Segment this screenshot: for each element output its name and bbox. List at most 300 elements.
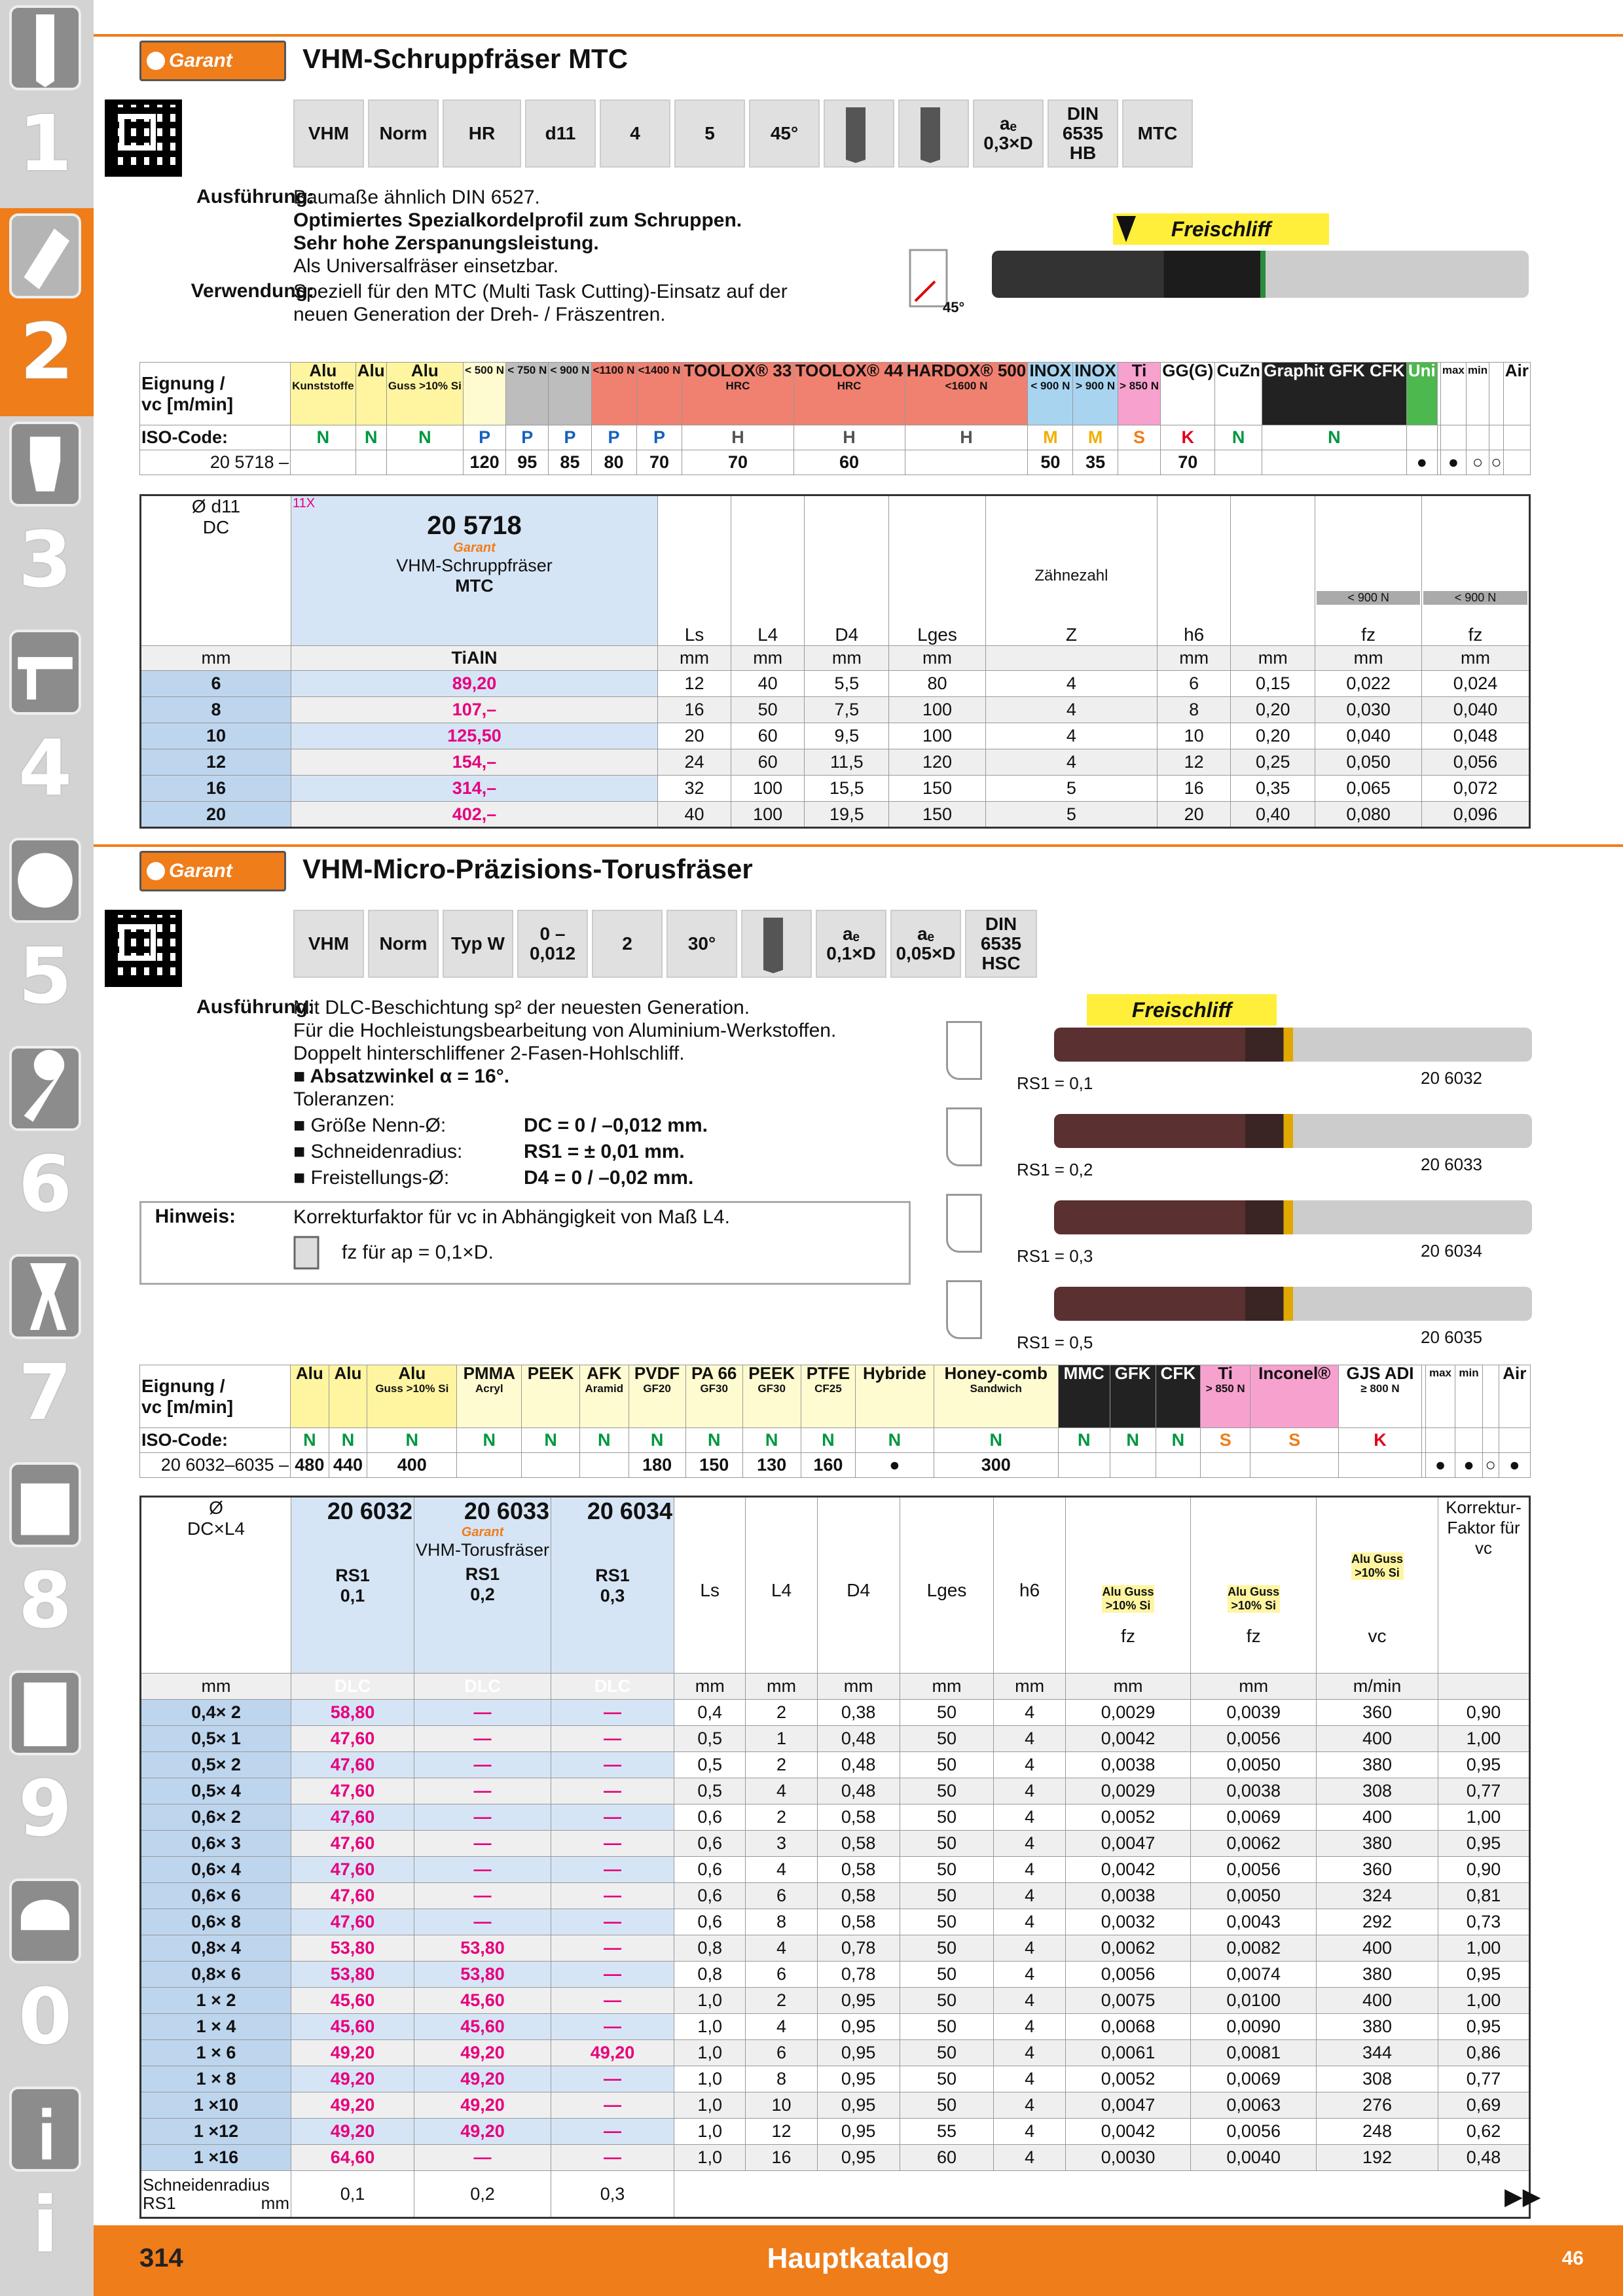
- value-cell: 100: [889, 723, 985, 749]
- price-cell: —: [414, 1857, 551, 1883]
- property-icon: [816, 910, 886, 978]
- iso-label: ISO-Code:: [140, 1428, 291, 1453]
- value-cell: 4: [994, 2040, 1065, 2066]
- material-sub: GF30: [700, 1382, 728, 1395]
- price-cell: 49,20: [414, 2092, 551, 2119]
- table-row[interactable]: [141, 1909, 1530, 1935]
- hinweis-label: Hinweis:: [155, 1206, 236, 1227]
- coating-label: DLC: [291, 1674, 414, 1700]
- property-icon: [1048, 99, 1118, 168]
- verwendung-label: Verwendung:: [191, 280, 314, 302]
- iso-code: [1482, 1428, 1499, 1453]
- radius-icon: [946, 1280, 982, 1339]
- value-cell: 1,0: [674, 2092, 746, 2119]
- article-number: 20 6034: [587, 1498, 673, 1524]
- value-cell: 0,0063: [1191, 2092, 1317, 2119]
- sidebar-chapter-8[interactable]: [5, 1457, 85, 1665]
- ausfuehrung-line: Baumaße ähnlich DIN 6527.: [293, 187, 540, 208]
- value-cell: 0,95: [1438, 1752, 1530, 1778]
- table-row[interactable]: [141, 1778, 1530, 1804]
- table-row[interactable]: [141, 2092, 1530, 2119]
- property-icon: [898, 99, 969, 168]
- value-cell: 0,0062: [1065, 1935, 1191, 1962]
- property-icon: [666, 910, 737, 978]
- value-cell: 4: [746, 1857, 817, 1883]
- price-cell: 49,20: [291, 2092, 414, 2119]
- material-column: [1406, 363, 1437, 425]
- toolcase-icon: [9, 1462, 81, 1547]
- value-cell: 0,95: [817, 2014, 900, 2040]
- hinweis-text: fz für ap = 0,1×D.: [342, 1242, 494, 1263]
- value-cell: 50: [900, 1909, 994, 1935]
- hinweis-text: Korrekturfaktor für vc in Abhängigkeit von Maß L4.: [293, 1206, 730, 1228]
- value-cell: 0,0069: [1191, 1804, 1317, 1831]
- property-icon: [890, 910, 961, 978]
- iso-code: [1503, 425, 1530, 450]
- corner-radius-label: RS1 0,2: [465, 1564, 500, 1604]
- material-name: GG(G): [1162, 362, 1214, 380]
- material-sub: HRC: [837, 380, 862, 392]
- material-sub: > 850 N: [1205, 1382, 1245, 1395]
- cutting-speed: [1110, 1453, 1156, 1478]
- value-cell: 50: [900, 1752, 994, 1778]
- cutting-speed: 85: [549, 450, 591, 475]
- table-row[interactable]: [141, 1700, 1530, 1726]
- material-column: [1073, 363, 1118, 425]
- property-icon-label: VHM: [308, 123, 350, 143]
- material-sub: <1400 N: [638, 364, 681, 376]
- material-column: [1262, 363, 1406, 425]
- price-cell: —: [414, 1778, 551, 1804]
- sidebar-chapter-2[interactable]: [0, 208, 94, 416]
- value-cell: 0,0042: [1065, 1857, 1191, 1883]
- diameter-cell: 6: [141, 671, 291, 697]
- dimension-header: [985, 495, 1157, 646]
- table-row[interactable]: [141, 1883, 1530, 1909]
- cutting-speed: [1250, 1453, 1339, 1478]
- garant-logo: Garant: [139, 851, 286, 891]
- iso-code: [1425, 1428, 1455, 1453]
- corner-radius-label: RS1 0,3: [595, 1566, 630, 1605]
- value-cell: 6: [746, 2040, 817, 2066]
- value-cell: 32: [658, 776, 731, 802]
- correction-factor-header: Korrektur-Faktor für vc: [1438, 1497, 1530, 1674]
- vc-label: vc: [1368, 1626, 1387, 1646]
- value-cell: 4: [994, 2119, 1065, 2145]
- article-number: 20 6032: [327, 1498, 412, 1524]
- coating-label: DLC: [551, 1674, 674, 1700]
- value-cell: 0,096: [1421, 802, 1529, 828]
- label-line: vc [m/min]: [141, 1396, 234, 1417]
- value-cell: 0,0042: [1065, 1726, 1191, 1752]
- value-cell: 50: [900, 2092, 994, 2119]
- material-column: [905, 363, 1028, 425]
- value-cell: 1,00: [1438, 1804, 1530, 1831]
- ausfuehrung-line: Toleranzen:: [293, 1088, 395, 1110]
- qr-code-icon[interactable]: [105, 99, 182, 177]
- iso-code: K: [1161, 425, 1215, 450]
- feed-header: [1065, 1497, 1191, 1674]
- value-cell: 400: [1317, 1804, 1438, 1831]
- article-number: 20 5718: [427, 511, 522, 540]
- value-cell: 0,95: [817, 2145, 900, 2171]
- table-row[interactable]: [141, 2145, 1530, 2171]
- tolerance-value: RS1 = ± 0,01 mm.: [524, 1141, 685, 1162]
- value-cell: 1,0: [674, 2040, 746, 2066]
- radius-value: 0,1: [291, 2171, 414, 2218]
- value-cell: 0,58: [817, 1831, 900, 1857]
- value-cell: 0,95: [817, 2119, 900, 2145]
- cutting-speed: ●: [1440, 450, 1466, 475]
- dimension-cell: 1 ×10: [141, 2092, 291, 2119]
- garant-logo: Garant: [139, 41, 286, 81]
- article-number: 20 6032: [1421, 1068, 1482, 1088]
- value-cell: 5: [985, 802, 1157, 828]
- dimension-cell: 1 × 4: [141, 2014, 291, 2040]
- table-row[interactable]: [141, 1804, 1530, 1831]
- cutting-speed: 120: [463, 450, 505, 475]
- iso-code: P: [506, 425, 549, 450]
- value-cell: 1,0: [674, 1988, 746, 2014]
- value-cell: 380: [1317, 1831, 1438, 1857]
- header-line: DC: [202, 517, 230, 537]
- drill-icon: [9, 5, 81, 90]
- value-cell: 276: [1317, 2092, 1438, 2119]
- value-cell: 4: [994, 1700, 1065, 1726]
- dimension-header: [889, 495, 985, 646]
- table-row[interactable]: [141, 1935, 1530, 1962]
- iso-code: N: [329, 1428, 367, 1453]
- material-column: [1058, 1365, 1110, 1428]
- ausfuehrung-line: Doppelt hinterschliffener 2-Fasen-Hohlschliff.: [293, 1043, 685, 1064]
- angle-label: 45°: [943, 299, 965, 315]
- material-name: TOOLOX® 44: [795, 362, 903, 380]
- radius-footer-row: [141, 2171, 1530, 2218]
- spacer: [553, 1525, 672, 1562]
- table-row[interactable]: [141, 1962, 1530, 1988]
- value-cell: 20: [658, 723, 731, 749]
- value-cell: 344: [1317, 2040, 1438, 2066]
- property-icon-label: DIN 6535 HSC: [980, 914, 1022, 973]
- sidebar-chapter-i[interactable]: [5, 2081, 85, 2289]
- unit-cell: mm: [731, 646, 805, 671]
- dimension-header: [817, 1497, 900, 1674]
- table-row[interactable]: [141, 776, 1530, 802]
- value-cell: 0,20: [1231, 723, 1315, 749]
- chapter-number: 7: [18, 1347, 73, 1437]
- tolerance-value: DC = 0 / –0,012 mm.: [524, 1115, 708, 1136]
- cutting-speed: [1262, 450, 1406, 475]
- property-icon: [293, 910, 364, 978]
- iso-code: H: [905, 425, 1028, 450]
- dimension-cell: 1 × 8: [141, 2066, 291, 2092]
- value-cell: 40: [658, 802, 731, 828]
- cutting-speed: ○: [1489, 450, 1503, 475]
- value-cell: 0,056: [1421, 749, 1529, 776]
- article-header: [414, 1497, 551, 1674]
- ausfuehrung-label: Ausführung:: [196, 186, 314, 207]
- price-cell: —: [414, 1909, 551, 1935]
- sidebar-chapter-7[interactable]: [5, 1249, 85, 1457]
- article-header: [291, 495, 658, 646]
- value-cell: 308: [1317, 1778, 1438, 1804]
- sidebar-chapter-5[interactable]: [5, 833, 85, 1041]
- iso-code: N: [291, 425, 356, 450]
- property-icon-label: aₑ 0,1×D: [826, 924, 876, 963]
- value-cell: 50: [900, 1883, 994, 1909]
- caliper-icon: [9, 630, 81, 715]
- value-cell: 16: [658, 697, 731, 723]
- value-cell: 12: [1158, 749, 1231, 776]
- value-cell: 40: [731, 671, 805, 697]
- iso-row: [140, 1428, 1531, 1453]
- material-column: [1503, 363, 1530, 425]
- value-cell: 0,0029: [1065, 1700, 1191, 1726]
- label-line: Eignung /: [141, 372, 225, 393]
- table-row[interactable]: [141, 1752, 1530, 1778]
- table-row[interactable]: [141, 2040, 1530, 2066]
- material-name: Ti: [1218, 1365, 1233, 1383]
- radius-value: 0,3: [551, 2171, 674, 2218]
- table-row[interactable]: [141, 2014, 1530, 2040]
- next-page-arrow[interactable]: ▶▶: [1504, 2183, 1541, 2210]
- value-cell: 0,62: [1438, 2119, 1530, 2145]
- material-column: [636, 363, 682, 425]
- value-cell: 400: [1317, 1935, 1438, 1962]
- value-cell: 5: [985, 776, 1157, 802]
- value-cell: 0,022: [1315, 671, 1422, 697]
- article-header: [291, 1497, 414, 1674]
- iso-code: N: [1262, 425, 1406, 450]
- label-text: RS1: [143, 2193, 176, 2213]
- cutting-speed: 150: [685, 1453, 742, 1478]
- unit-cell: mm: [1315, 646, 1422, 671]
- iso-code: N: [629, 1428, 685, 1453]
- sidebar-chapter-0[interactable]: [5, 1873, 85, 2081]
- material-column: [1482, 1365, 1499, 1428]
- value-cell: 0,080: [1315, 802, 1422, 828]
- material-column: [1201, 1365, 1250, 1428]
- value-cell: 0,0075: [1065, 1988, 1191, 2014]
- cutting-speed: [1215, 450, 1262, 475]
- value-cell: 4: [994, 2145, 1065, 2171]
- cutting-speed: [1339, 1453, 1422, 1478]
- value-cell: 0,6: [674, 1831, 746, 1857]
- material-name: CuZn: [1216, 362, 1260, 380]
- material-column: [1466, 363, 1489, 425]
- table-row[interactable]: [141, 1831, 1530, 1857]
- material-sub: Alu Guss >10% Si: [1228, 1585, 1280, 1612]
- sidebar-chapter-6[interactable]: [5, 1041, 85, 1249]
- value-cell: 7,5: [805, 697, 889, 723]
- property-icon: [674, 99, 745, 168]
- cutting-speed: 80: [591, 450, 636, 475]
- price-cell: —: [551, 1909, 674, 1935]
- unit-cell: mm: [1158, 646, 1231, 671]
- value-cell: 0,0082: [1191, 1935, 1317, 1962]
- value-cell: 0,95: [1438, 1831, 1530, 1857]
- table-header-row: [141, 1497, 1530, 1674]
- table-row[interactable]: [141, 802, 1530, 828]
- suitability-table: [139, 1365, 1531, 1478]
- table-row[interactable]: [141, 697, 1530, 723]
- iso-code: N: [934, 1428, 1058, 1453]
- qr-code-icon[interactable]: [105, 910, 182, 987]
- sidebar-chapter-9[interactable]: [5, 1665, 85, 1873]
- diameter-header: [141, 495, 291, 646]
- table-row[interactable]: [141, 749, 1530, 776]
- property-icon: [600, 99, 670, 168]
- label-line: Schneidenradius: [143, 2175, 270, 2195]
- label-line: [143, 2194, 289, 2212]
- vc-row: [140, 1453, 1531, 1478]
- value-cell: 1,00: [1438, 1988, 1530, 2014]
- sidebar-chapter-1[interactable]: [5, 0, 85, 208]
- section-divider: [94, 844, 1623, 847]
- value-cell: 0,95: [817, 2066, 900, 2092]
- dimension-cell: 0,6× 4: [141, 1857, 291, 1883]
- pliers-icon: [9, 1254, 81, 1339]
- material-name: Hybride: [863, 1365, 926, 1383]
- sidebar-chapter-3[interactable]: [5, 416, 85, 624]
- value-cell: 50: [900, 2066, 994, 2092]
- table-row[interactable]: [141, 1726, 1530, 1752]
- dimension-header: [1158, 495, 1231, 646]
- cutting-speed: [457, 1453, 522, 1478]
- price-cell: 49,20: [291, 2066, 414, 2092]
- value-cell: 380: [1317, 1752, 1438, 1778]
- value-cell: 15,5: [805, 776, 889, 802]
- material-name: GJS ADI: [1346, 1365, 1414, 1383]
- iso-code: [1466, 425, 1489, 450]
- unit-cell: mm: [1231, 646, 1315, 671]
- iso-code: P: [463, 425, 505, 450]
- dimension-header: [994, 1497, 1065, 1674]
- price-cell: —: [414, 1700, 551, 1726]
- cutting-speed: 50: [1028, 450, 1073, 475]
- price-cell: —: [414, 1804, 551, 1831]
- suitability-label: [140, 363, 291, 425]
- material-name: GFK: [1114, 1365, 1151, 1383]
- corner-radius-label: RS1 = 0,5: [1017, 1333, 1093, 1352]
- material-sub: ≥ 800 N: [1360, 1382, 1400, 1395]
- price-cell: —: [414, 1883, 551, 1909]
- table-row[interactable]: [141, 1857, 1530, 1883]
- price-cell: 47,60: [291, 1752, 414, 1778]
- tolerance-name: ■ Schneidenradius:: [293, 1141, 463, 1162]
- value-cell: 0,5: [674, 1726, 746, 1752]
- value-cell: 0,0050: [1191, 1752, 1317, 1778]
- property-icon: [517, 910, 588, 978]
- feed-header: [1191, 1497, 1317, 1674]
- value-cell: 0,86: [1438, 2040, 1530, 2066]
- saw-blade-icon: [9, 838, 81, 923]
- dimension-cell: 0,8× 6: [141, 1962, 291, 1988]
- value-cell: 55: [900, 2119, 994, 2145]
- price-cell: 49,20: [291, 2040, 414, 2066]
- price-cell: 47,60: [291, 1804, 414, 1831]
- material-column: [522, 1365, 580, 1428]
- iso-code: M: [1073, 425, 1118, 450]
- table-row[interactable]: [141, 671, 1530, 697]
- iso-code: N: [742, 1428, 801, 1453]
- header-line: Ø d11: [191, 496, 241, 516]
- value-cell: 0,81: [1438, 1883, 1530, 1909]
- property-icon-label: 2: [622, 933, 632, 954]
- unit-cell: [1438, 1674, 1530, 1700]
- table-row[interactable]: [141, 2066, 1530, 2092]
- value-cell: 6: [746, 1962, 817, 1988]
- unit-cell: mm: [994, 1674, 1065, 1700]
- table-row[interactable]: [141, 723, 1530, 749]
- value-cell: 0,024: [1421, 671, 1529, 697]
- tool-image: [1054, 1028, 1532, 1062]
- chapter-number: 8: [18, 1555, 73, 1645]
- product-table: [139, 1496, 1531, 2219]
- material-name: Alu: [334, 1365, 362, 1383]
- iso-code: K: [1339, 1428, 1422, 1453]
- ausfuehrung-line: ■ Absatzwinkel α = 16°.: [293, 1066, 510, 1087]
- material-column: [742, 1365, 801, 1428]
- verwendung-line: Speziell für den MTC (Multi Task Cutting)-Einsatz auf der: [293, 281, 788, 302]
- table-row[interactable]: [141, 1988, 1530, 2014]
- value-cell: 0,40: [1231, 802, 1315, 828]
- diameter-cell: 12: [141, 749, 291, 776]
- material-sub: > 850 N: [1120, 380, 1159, 392]
- article-brand: Garant: [461, 1525, 504, 1539]
- units-row: [141, 1674, 1530, 1700]
- dimension-cell: 0,5× 1: [141, 1726, 291, 1752]
- value-cell: 0,77: [1438, 1778, 1530, 1804]
- milling-insert-icon: [9, 213, 81, 298]
- price-cell: 49,20: [414, 2040, 551, 2066]
- price-cell: 53,80: [414, 1935, 551, 1962]
- chapter-number: 6: [18, 1139, 73, 1229]
- iso-code: N: [580, 1428, 629, 1453]
- material-name: Uni: [1408, 362, 1436, 380]
- property-icon: [443, 910, 513, 978]
- iso-code: M: [1028, 425, 1073, 450]
- radius-icon: [946, 1194, 982, 1253]
- feed-label: fz: [1246, 1626, 1261, 1646]
- value-cell: 0,050: [1315, 749, 1422, 776]
- material-sub: < 500 N: [465, 364, 505, 376]
- property-icon-label: 5: [704, 123, 715, 143]
- value-cell: 2: [746, 1988, 817, 2014]
- price-cell: 47,60: [291, 1778, 414, 1804]
- value-cell: 4: [985, 697, 1157, 723]
- sidebar-chapter-4[interactable]: [5, 624, 85, 833]
- value-cell: 4: [994, 1988, 1065, 2014]
- product-table: [139, 494, 1531, 829]
- material-sub: < 750 N: [507, 364, 547, 376]
- value-cell: 2: [746, 1752, 817, 1778]
- material-sub: Aramid: [585, 1382, 624, 1395]
- material-sub: <1100 N: [593, 364, 635, 376]
- value-cell: 0,0047: [1065, 1831, 1191, 1857]
- radius-footer-label: [141, 2171, 291, 2218]
- value-cell: 0,0062: [1191, 1831, 1317, 1857]
- iso-code: N: [367, 1428, 457, 1453]
- value-cell: 12: [746, 2119, 817, 2145]
- value-cell: 0,48: [817, 1752, 900, 1778]
- catalog-title: Hauptkatalog: [767, 2242, 950, 2274]
- table-row[interactable]: [141, 2119, 1530, 2145]
- material-column: [1489, 363, 1503, 425]
- cutting-speed: 440: [329, 1453, 367, 1478]
- material-sub: min: [1467, 364, 1488, 376]
- value-cell: 4: [994, 1804, 1065, 1831]
